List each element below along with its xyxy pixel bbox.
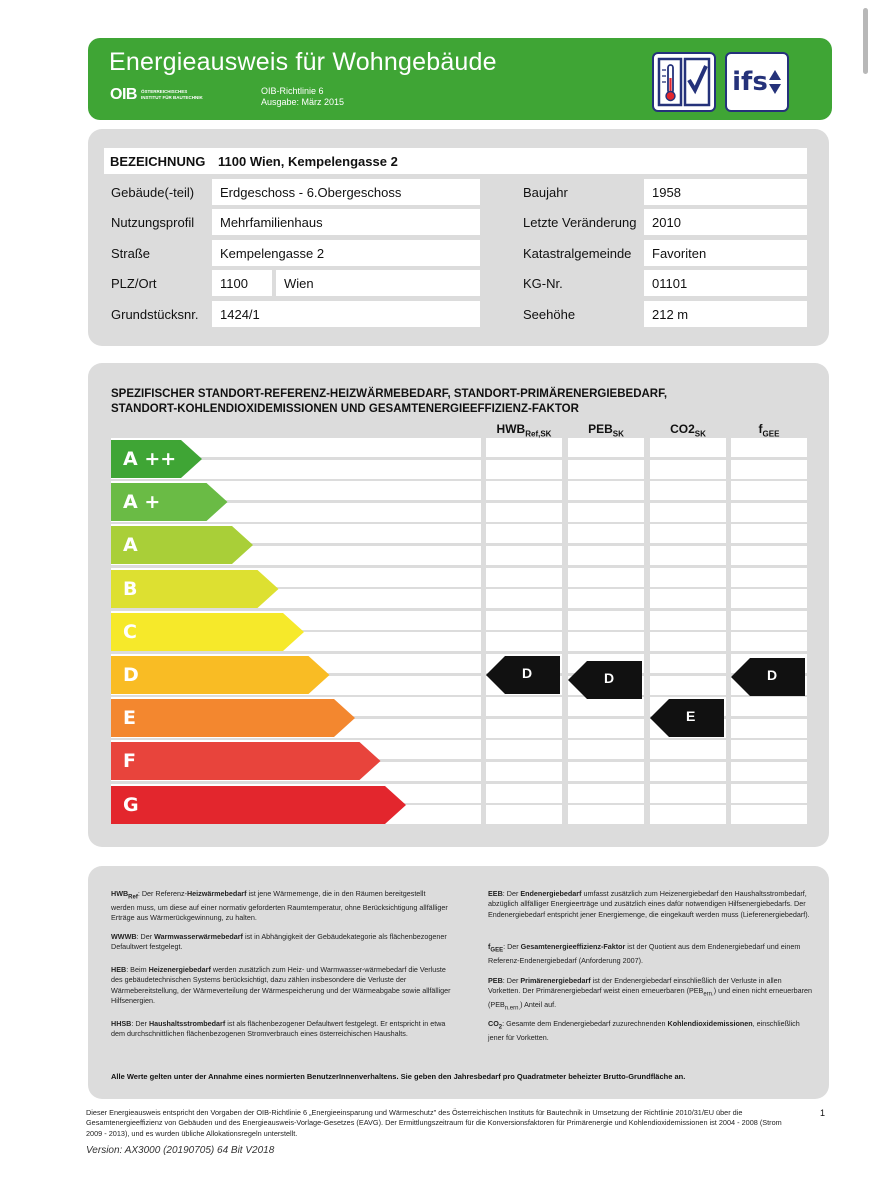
grundstueck-field: 1424/1 (212, 301, 480, 327)
bezeichnung-value: 1100 Wien, Kempelengasse 2 (218, 154, 398, 169)
def-heb (111, 965, 451, 1006)
def-hhsb-pre: : Der (131, 1019, 149, 1028)
grid-cell (486, 740, 562, 759)
col-header-hwb (486, 422, 562, 438)
header-banner (88, 38, 832, 120)
ifs-logo (725, 52, 789, 112)
version-label: Version: AX3000 (20190705) 64 Bit V2018 (86, 1145, 275, 1156)
def-peb-pre: : Der (502, 976, 521, 985)
col-co2-text: CO2 (670, 422, 695, 436)
bezeichnung-field (104, 148, 807, 174)
def-hwb-term-sub: Ref (128, 894, 138, 901)
grundstueck-label: Grundstücksnr. (111, 307, 199, 322)
plz-ort-label: PLZ/Ort (111, 276, 157, 291)
col-peb-sub: SK (612, 429, 624, 439)
def-hhsb (111, 1019, 451, 1040)
grid-cell (568, 460, 644, 479)
grid-cell (568, 697, 644, 716)
def-heb-term: HEB (111, 965, 127, 974)
energy-class-label: E (123, 707, 136, 730)
rating-heading-line-2: STANDORT-KOHLENDIOXIDEMISSIONEN UND GESAMTENERGIEEFFIZIENZ-FAKTOR (111, 403, 579, 415)
bezeichnung-label: BEZEICHNUNG (110, 154, 206, 169)
grid-cell (486, 589, 562, 608)
def-hwb-text: ist jene Wärmemenge, die in den Räumen bereitgestellt werden muss, um diese auf einer normativ geforderten Raumtemperatur, ohne Berücksichtigung allfälliger Erträge aus Wärmerückgewinnung, zu halten. (111, 889, 448, 923)
grid-cell (568, 589, 644, 608)
grid-cell (486, 481, 562, 500)
grid-cell (568, 784, 644, 803)
grid-cell (731, 632, 807, 651)
fgee-class-marker-label: D (767, 667, 778, 683)
gebaeude-label: Gebäude(-teil) (111, 185, 195, 200)
def-peb-sub-1: ern. (703, 991, 714, 998)
grid-cell (568, 568, 644, 587)
def-peb (488, 976, 813, 1014)
energy-class-label: A + (123, 491, 161, 514)
def-co2-key: Kohlendioxidemissionen (667, 1019, 753, 1028)
co2-class-marker (650, 699, 726, 737)
nutzungsprofil-field: Mehrfamilienhaus (212, 209, 480, 235)
plz-field: 1100 (212, 270, 272, 296)
grid-cell (731, 719, 807, 738)
grid-cell (731, 697, 807, 716)
grid-cell (486, 697, 562, 716)
grid-cell (486, 784, 562, 803)
grid-cell (568, 632, 644, 651)
veraenderung-field: 2010 (644, 209, 807, 235)
scrollbar[interactable] (863, 8, 868, 74)
def-heb-pre: : Beim (126, 965, 149, 974)
energy-class-arrow (111, 699, 356, 737)
def-peb-text-1: ist der Endenergiebedarf einschließlich der Verluste in allen Vorketten. Der Primärenergiebedarf weist einen erneuerbaren (PEB (488, 976, 782, 996)
def-fgee-text: ist der Quotient aus dem Endenergiebedarf und einem Referenz-Endenergiebedarf (Anforderung 2007). (488, 942, 801, 965)
grid-cell (731, 503, 807, 522)
ausgabe-label: Ausgabe: März 2015 (261, 97, 345, 107)
gebaeude-field: Erdgeschoss - 6.Obergeschoss (212, 179, 480, 205)
richtlinie-label: OIB-Richtlinie 6 (261, 86, 324, 96)
def-eeb-pre: : Der (502, 889, 521, 898)
energy-class-arrow (111, 613, 305, 651)
grid-cell (568, 740, 644, 759)
grid-cell (731, 460, 807, 479)
grid-cell (568, 524, 644, 543)
energy-class-label: D (123, 664, 139, 686)
grid-cell (650, 589, 726, 608)
grid-cell (486, 503, 562, 522)
veraenderung-label: Letzte Veränderung (523, 215, 637, 230)
def-fgee-pre: : Der (503, 942, 521, 951)
def-peb-sub-2: n.ern. (504, 1005, 521, 1012)
rating-heading-line-1: SPEZIFISCHER STANDORT-REFERENZ-HEIZWÄRMEBEDARF, STANDORT-PRIMÄRENERGIEBEDARF, (111, 388, 668, 400)
thermometer-check-icon (652, 52, 716, 112)
grid-cell (731, 805, 807, 824)
ifs-logo-text: ifs (732, 67, 768, 97)
def-peb-term: PEB (488, 976, 503, 985)
grid-cell (486, 719, 562, 738)
grid-cell (486, 568, 562, 587)
def-wwwb-key: Warmwasserwärmebedarf (154, 932, 243, 941)
energy-class-label: F (123, 750, 136, 773)
grid-cell (486, 438, 562, 457)
grid-cell (486, 632, 562, 651)
energy-class-arrow (111, 570, 280, 608)
oib-logo-sub-2: INSTITUT FÜR BAUTECHNIK (140, 95, 203, 100)
def-eeb-key: Endenergiebedarf (520, 889, 582, 898)
grid-cell (731, 762, 807, 781)
grid-cell (486, 524, 562, 543)
grid-cell (650, 762, 726, 781)
col-hwb-sub: Ref,SK (525, 429, 552, 439)
def-wwwb-text: ist in Abhängigkeit der Gebäudekategorie als flächenbezogener Defaultwert festgelegt. (111, 932, 447, 952)
grid-cell (568, 438, 644, 457)
def-co2 (488, 1019, 813, 1043)
grid-cell (731, 784, 807, 803)
grid-cell (650, 481, 726, 500)
grid-cell (568, 481, 644, 500)
energy-class-label: C (123, 620, 137, 643)
fgee-class-marker (731, 658, 807, 696)
footer-text: Dieser Energieausweis entspricht den Vorgaben der OIB-Richtlinie 6 „Energieeinsparung und Wärmeschutz" des Österreichischen Instituts für Bautechnik in Umsetzung der Richtlinie 2010/31/EU über die Gesamtenergieeffizienz von Gebäuden und des Energieausweis-Vorlage-Gesetzes (EAVG). Der Ermittlungszeitraum für die Konversionsfaktoren für Primärenergie und Kohlendioxidemissionen ist 2004 - 2008 (Strom 2009 - 2013), und es wurden übliche Allokationsregeln unterstellt. (86, 1108, 782, 1138)
energy-class-arrow (111, 656, 331, 694)
col-fgee-sub: GEE (762, 429, 780, 439)
grid-cell (486, 611, 562, 630)
oib-logo (110, 86, 203, 104)
def-co2-term: CO (488, 1019, 499, 1028)
peb-class-marker (568, 661, 644, 699)
grid-cell (650, 568, 726, 587)
grid-cell (731, 524, 807, 543)
energy-class-arrow (111, 440, 203, 478)
grid-cell (568, 719, 644, 738)
kgnr-label: KG-Nr. (523, 276, 563, 291)
grid-cell (568, 611, 644, 630)
page-title: Energieausweis für Wohngebäude (109, 48, 497, 76)
grid-cell (650, 654, 726, 673)
energy-class-label: B (123, 577, 138, 600)
grid-cell (568, 805, 644, 824)
co2-class-marker-label: E (686, 708, 696, 725)
def-co2-text: , einschließlich jener für Vorketten. (488, 1019, 800, 1042)
hwb-class-marker-label: D (522, 665, 533, 681)
grid-cell (650, 632, 726, 651)
oib-logo-subtitle (141, 89, 203, 101)
def-co2-pre: : Gesamte dem Endenergiebedarf zuzurechnenden (502, 1019, 668, 1028)
grid-cell (650, 784, 726, 803)
def-eeb (488, 889, 813, 920)
col-co2-sub: SK (694, 429, 706, 439)
def-fgee-key: Gesamtenergieeffizienz-Faktor (520, 942, 626, 951)
def-co2-term-sub: 2 (498, 1024, 503, 1031)
ort-field: Wien (276, 270, 480, 296)
hwb-class-marker (486, 656, 562, 694)
energy-class-label: G (123, 793, 139, 816)
grid-cell (731, 546, 807, 565)
def-eeb-text: umfasst zusätzlich zum Heizenergiebedarf den Haushaltsstrombedarf, abzüglich allfälliger Energieerträge und zusätzlich eines dafür notwendigen Hilfsenergiebedarfs. Der Endenergiebedarf entspricht jener Energiemenge, die eingekauft werden muss (Lieferenergiebedarf). (488, 889, 810, 919)
def-wwwb-term: WWWB (111, 932, 137, 941)
def-hwb-key: Heizwärmebedarf (186, 889, 247, 898)
grid-cell (731, 568, 807, 587)
rating-heading (111, 387, 667, 417)
def-eeb-term: EEB (488, 889, 503, 898)
col-peb-text: PEB (588, 422, 613, 436)
kgnr-field: 01101 (644, 270, 807, 296)
def-peb-text-2: ) und einen nicht erneuerbaren (PEB (488, 986, 812, 1010)
peb-class-marker-label: D (604, 670, 615, 686)
grid-cell (486, 805, 562, 824)
grid-cell (731, 740, 807, 759)
grid-cell (650, 805, 726, 824)
seehoehe-field: 212 m (644, 301, 807, 327)
def-hhsb-text: ist als flächenbezogener Defaultwert festgelegt. Er entspricht in etwa dem durchschnittlichen flächenbezogenen Stromverbrauch eines österreichischen Haushalts. (111, 1019, 446, 1039)
baujahr-label: Baujahr (523, 185, 568, 200)
def-hwb-pre: : Der Referenz- (137, 889, 187, 898)
grid-cell (731, 589, 807, 608)
grid-cell (650, 546, 726, 565)
def-peb-text-3: ) Anteil auf. (520, 1000, 557, 1010)
grid-cell (650, 438, 726, 457)
grid-cell (650, 503, 726, 522)
grid-cell (650, 611, 726, 630)
up-down-arrow-icon (768, 69, 782, 95)
grid-cell (568, 762, 644, 781)
nutzungsprofil-label: Nutzungsprofil (111, 215, 195, 230)
def-wwwb-pre: : Der (136, 932, 155, 941)
oib-logo-sub-1: ÖSTERREICHISCHES (140, 89, 188, 94)
energy-class-arrow (111, 742, 382, 780)
values-note: Alle Werte gelten unter der Annahme eines normierten BenutzerInnenverhaltens. Sie geben den Jahresbedarf pro Quadratmeter beheizter Brutto-Grundfläche an. (111, 1072, 686, 1081)
energy-class-arrow (111, 526, 254, 564)
oib-logo-word: OIB (110, 86, 137, 103)
def-fgee-term-sub: GEE (490, 947, 504, 954)
def-heb-text: werden zusätzlich zum Heiz- und Warmwasser-wärmebedarf die Verluste des gebäudetechnischen Systems berücksichtigt, dazu zählen insbesondere die Verluste der Wärmebereitstellung, der Wärmeverteilung der Wärmespeicherung und der Wärmeabgabe sowie allfälliger Hilfsenergien. (111, 965, 451, 1005)
col-fgee-text: f (758, 422, 763, 436)
def-heb-key: Heizenergiebedarf (148, 965, 211, 974)
def-hhsb-key: Haushaltsstrombedarf (148, 1019, 226, 1028)
katastral-label: Katastralgemeinde (523, 246, 632, 261)
grid-cell (650, 740, 726, 759)
grid-cell (568, 503, 644, 522)
seehoehe-label: Seehöhe (523, 307, 576, 322)
energy-class-label: A (123, 534, 138, 557)
col-header-fgee (731, 422, 807, 438)
def-hhsb-term: HHSB (111, 1019, 132, 1028)
grid-cell (486, 460, 562, 479)
grid-cell (731, 611, 807, 630)
col-hwb-text: HWB (496, 422, 526, 436)
katastral-field: Favoriten (644, 240, 807, 266)
baujahr-field: 1958 (644, 179, 807, 205)
def-hwb (111, 889, 451, 923)
def-wwwb (111, 932, 451, 953)
energy-class-label: A ++ (123, 448, 177, 470)
page-number: 1 (820, 1108, 826, 1118)
grid-cell (650, 460, 726, 479)
strasse-label: Straße (111, 246, 151, 261)
col-header-co2 (650, 422, 726, 438)
energy-class-arrow (111, 483, 229, 521)
def-peb-key: Primärenergiebedarf (520, 976, 591, 985)
grid-cell (486, 762, 562, 781)
grid-cell (731, 438, 807, 457)
def-hwb-term: HWB (111, 889, 129, 898)
def-fgee (488, 942, 813, 966)
richtlinie-info (261, 86, 344, 108)
grid-cell (650, 676, 726, 695)
strasse-field: Kempelengasse 2 (212, 240, 480, 266)
def-fgee-term: f (488, 942, 491, 951)
grid-cell (486, 546, 562, 565)
grid-cell (731, 481, 807, 500)
grid-cell (568, 546, 644, 565)
grid-cell (650, 524, 726, 543)
energy-class-arrow (111, 786, 407, 824)
col-header-peb (568, 422, 644, 438)
